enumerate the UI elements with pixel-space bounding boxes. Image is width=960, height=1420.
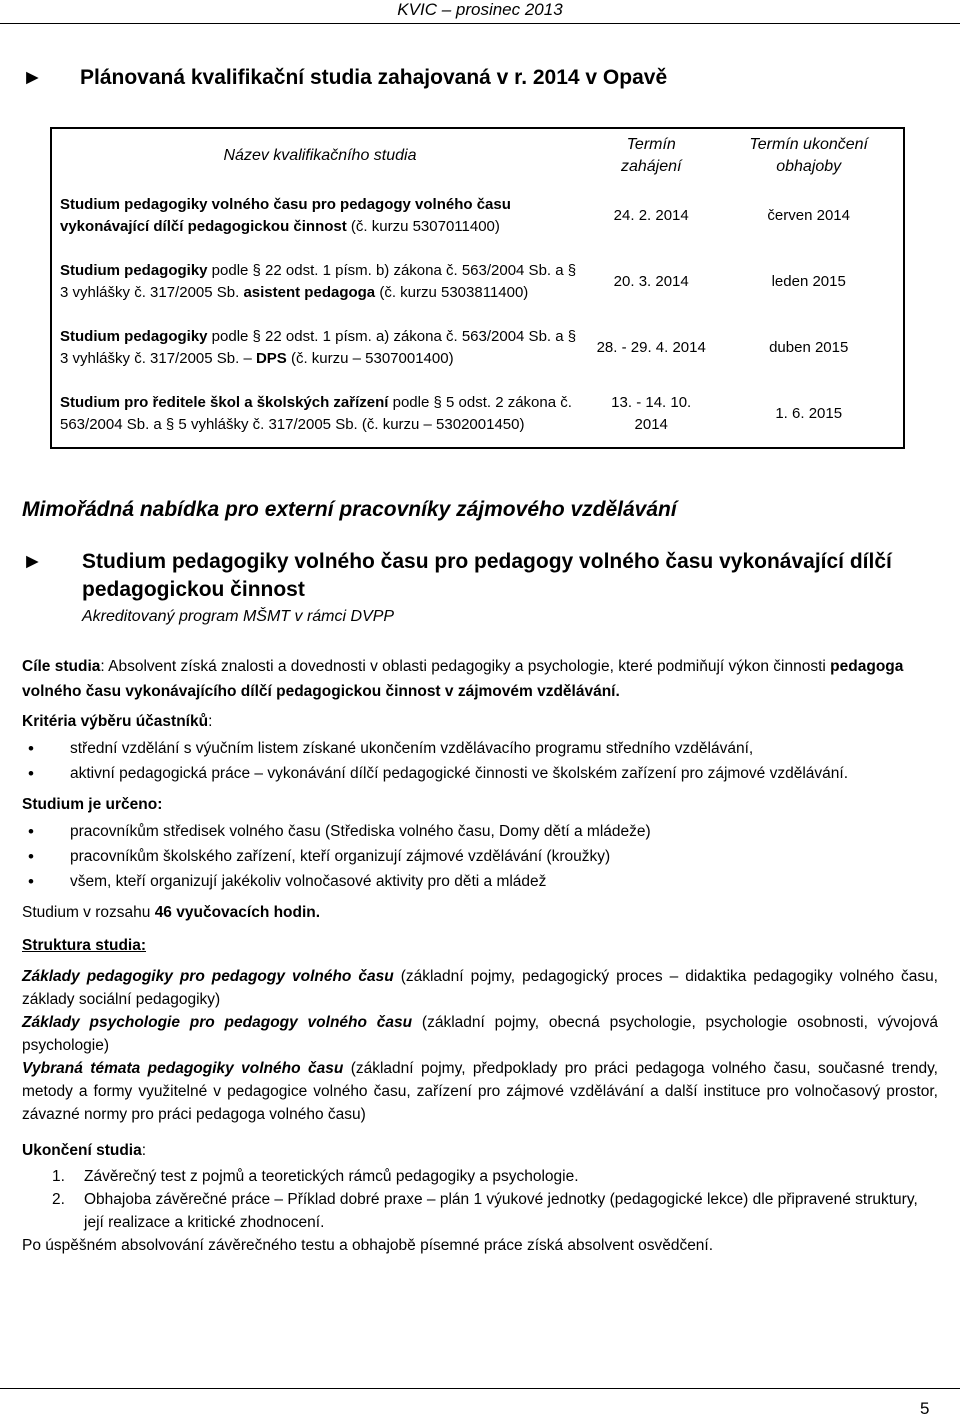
course-start: 24. 2. 2014 [613, 207, 689, 224]
scope-block [22, 903, 938, 923]
criteria-colon: : [208, 713, 213, 730]
goals-label: Cíle studia [22, 658, 101, 675]
courses-table [50, 127, 905, 449]
course-name: Studium pedagogiky volného času pro pedagogy volného času vykonávající dílčí pedagogickou činnost (č. kurzu 5307011400) [60, 196, 511, 235]
course-end: 1. 6. 2015 [775, 405, 843, 422]
list-item: • střední vzdělání s výučním listem získané ukončením vzdělávacího programu středního vzdělávání, [22, 736, 938, 761]
course-start: 13. - 14. 10. 2014 [611, 394, 692, 433]
intended-list [22, 819, 938, 894]
criteria-block [22, 712, 938, 786]
course-start: 28. - 29. 4. 2014 [596, 339, 706, 356]
completion-list [22, 1165, 938, 1234]
structure-item: Vybraná témata pedagogiky volného času (základní pojmy, předpoklady pro práci pedagoga volného času, současné trendy, metody a formy využitelné v pedagogice volného času, zařízení pro zájmové vzdělávání a další instituce pro volnočasový prostor, závazné normy pro práci pedagoga volného času) [22, 1060, 938, 1124]
completion-label: Ukončení studia [22, 1142, 142, 1159]
course-subtitle: Akreditovaný program MŠMT v rámci DVPP [82, 608, 395, 625]
scope-text: Studium v rozsahu [22, 904, 155, 921]
arrow-icon: ► [22, 66, 43, 89]
completion-final: Po úspěšném absolvování závěrečného testu a obhajobě písemné práce získá absolvent osvědčení. [22, 1237, 714, 1255]
course-end: leden 2015 [771, 273, 846, 290]
structure-item: Základy psychologie pro pedagogy volného času (základní pojmy, obecná psychologie, psychologie osobnosti, vývojová psychologie) [22, 1014, 938, 1055]
course-name: Studium pro ředitele škol a školských zařízení podle § 5 odst. 2 zákona č. 563/2004 Sb. a § 5 vyhlášky č. 317/2005 Sb. (č. kurzu – 5302001450) [60, 394, 572, 433]
completion-colon: : [141, 1142, 147, 1159]
list-item: • pracovníkům středisek volného času (Střediska volného času, Domy dětí a mládeže) [22, 819, 938, 844]
course-title: Studium pedagogiky volného času pro pedagogy volného času vykonávající dílčí pedagogickou činnost [82, 550, 892, 601]
intended-block [22, 795, 938, 894]
table-row [51, 183, 904, 249]
course-heading [22, 548, 922, 628]
structure-block [22, 936, 938, 1126]
table-row [51, 381, 904, 448]
criteria-list [22, 736, 938, 786]
footer-divider [0, 1388, 960, 1389]
table-row [51, 315, 904, 381]
list-item: 1. Závěrečný test z pojmů a teoretických rámců pedagogiky a psychologie. [52, 1168, 579, 1186]
section-heading-text: Plánovaná kvalifikační studia zahajovaná v r. 2014 v Opavě [80, 66, 668, 89]
intended-label: Studium je určeno: [22, 796, 163, 813]
course-start: 20. 3. 2014 [613, 273, 689, 290]
completion-block [22, 1141, 938, 1257]
table-header-row [51, 128, 904, 183]
criteria-label: Kritéria výběru účastníků [22, 713, 209, 730]
list-item: • aktivní pedagogická práce – vykonávání dílčí pedagogické činnosti ve školském zařízení pro zájmové vzdělávání. [22, 761, 938, 786]
goals-block [22, 654, 938, 704]
course-end: červen 2014 [767, 207, 850, 224]
list-item: • pracovníkům školského zařízení, kteří organizují zájmové vzdělávání (kroužky) [22, 844, 938, 869]
section-heading-planned-studies [22, 64, 667, 91]
course-name: Studium pedagogiky podle § 22 odst. 1 písm. b) zákona č. 563/2004 Sb. a § 3 vyhlášky č. 317/2005 Sb. asistent pedagoga (č. kurzu 5303811400) [60, 262, 577, 301]
structure-item: Základy pedagogiky pro pedagogy volného času (základní pojmy, pedagogický proces – didaktika pedagogiky volného času, základy sociální pedagogiky) [22, 968, 938, 1009]
structure-label: Struktura studia: [22, 937, 147, 954]
section-heading-special-offer: Mimořádná nabídka pro externí pracovníky zájmového vzdělávání [22, 498, 677, 521]
page-header: KVIC – prosinec 2013 [397, 0, 563, 19]
table-row [51, 249, 904, 315]
scope-hours: 46 vyučovacích hodin. [154, 904, 321, 921]
arrow-icon: ► [22, 550, 43, 573]
course-name: Studium pedagogiky podle § 22 odst. 1 písm. a) zákona č. 563/2004 Sb. a § 3 vyhlášky č. 317/2005 Sb. – DPS (č. kurzu – 5307001400) [60, 328, 577, 367]
list-item: • všem, kteří organizují jakékoliv volnočasové aktivity pro děti a mládež [22, 869, 938, 894]
list-item: 2. Obhajoba závěrečné práce – Příklad dobré praxe – plán 1 výukové jednotky (pedagogické lekce) dle připravené struktury, její realizace a kritické zhodnocení. [52, 1191, 918, 1232]
course-end: duben 2015 [769, 339, 849, 356]
header-divider [0, 23, 960, 24]
page-number: 5 [920, 1399, 930, 1418]
column-header-name: Název kvalifikačního studia [223, 147, 417, 164]
goals-text: : Absolvent získá znalosti a dovednosti v oblasti pedagogiky a psychologie, které podmiňují výkon činnosti [100, 658, 831, 675]
column-header-end: Termín ukončení obhajoby [749, 136, 868, 175]
column-header-start: Termín zahájení [620, 136, 682, 175]
goals-bold-text: pedagoga volného času vykonávajícího dílčí pedagogickou činnost v zájmovém vzdělávání. [22, 658, 904, 700]
